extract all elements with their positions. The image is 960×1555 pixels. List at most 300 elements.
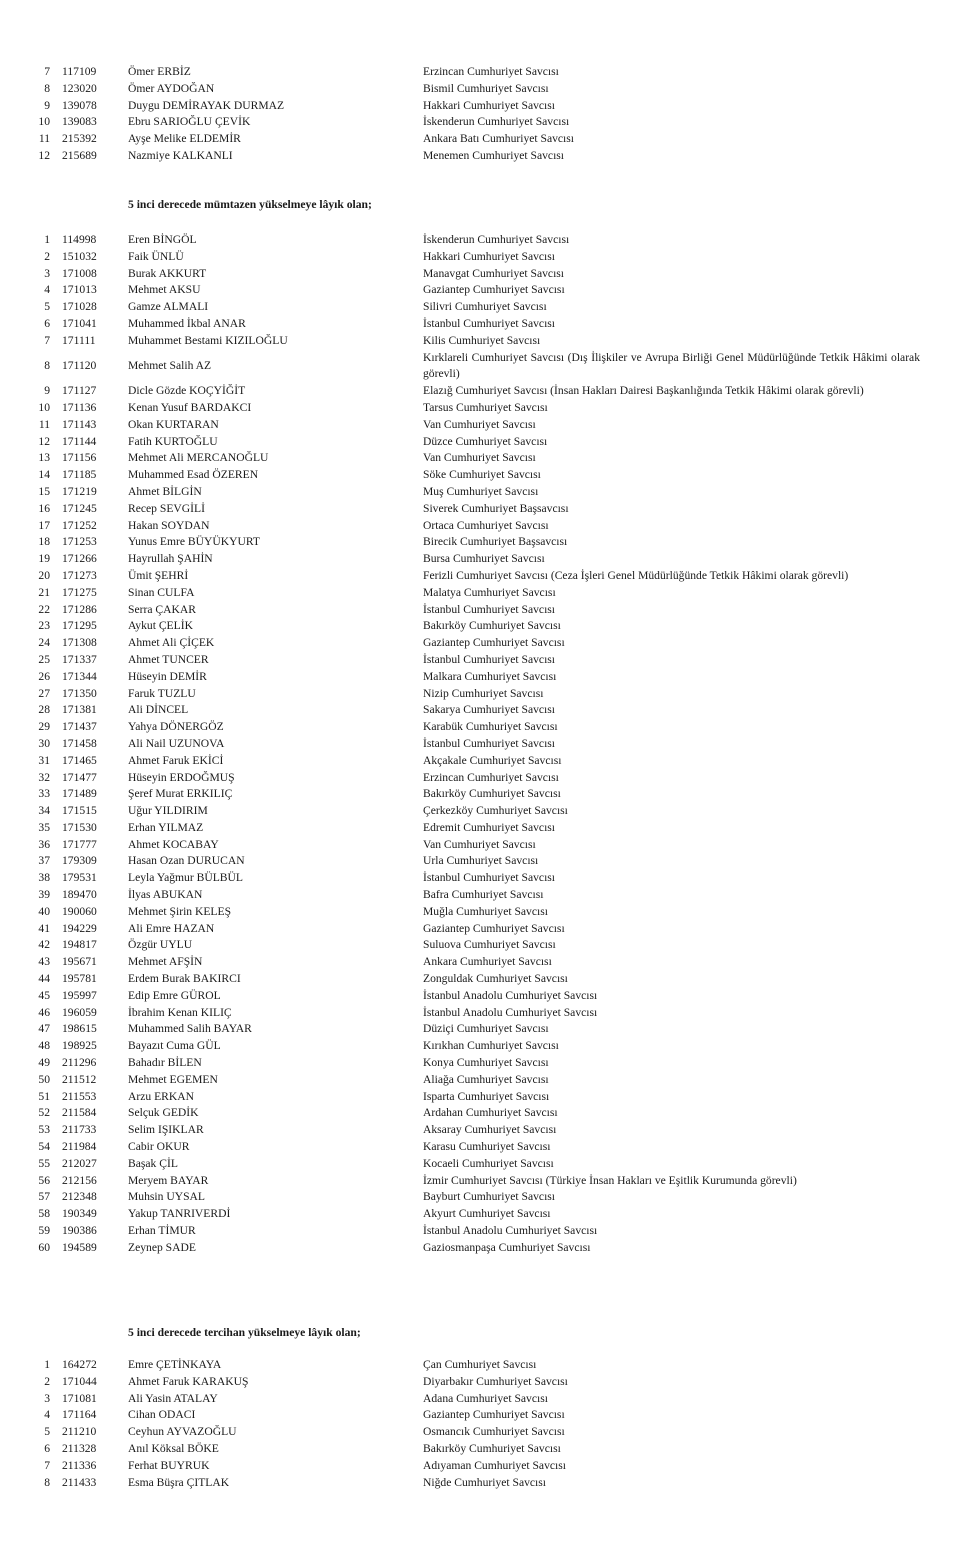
person-name: Arzu ERKAN <box>128 1089 195 1103</box>
registry-number: 171028 <box>62 300 97 314</box>
person-name: Hüseyin DEMİR <box>128 669 207 683</box>
table-row <box>0 585 960 602</box>
office-title: Malatya Cumhuriyet Savcısı <box>423 585 556 599</box>
table-row <box>0 64 960 81</box>
table-row <box>0 887 960 904</box>
table-row <box>0 249 960 266</box>
registry-number: 194589 <box>62 1240 97 1254</box>
office-title: Ankara Batı Cumhuriyet Savcısı <box>423 132 575 146</box>
person-name: Mehmet Salih AZ <box>128 358 212 372</box>
table-row <box>0 1441 960 1458</box>
person-name: Ümit ŞEHRİ <box>128 568 189 582</box>
registry-number: 139083 <box>62 115 97 129</box>
office-title: Karasu Cumhuriyet Savcısı <box>423 1140 551 1154</box>
office-title: Niğde Cumhuriyet Savcısı <box>423 1475 547 1489</box>
office-title: Gaziantep Cumhuriyet Savcısı <box>423 1408 565 1422</box>
person-name: Ahmet Faruk KARAKUŞ <box>128 1374 249 1388</box>
registry-number: 171143 <box>62 417 97 431</box>
table-row <box>0 114 960 131</box>
row-number: 7 <box>44 1458 50 1472</box>
person-name: Esma Büşra ÇITLAK <box>128 1475 230 1489</box>
registry-number: 211336 <box>62 1458 97 1472</box>
registry-number: 195671 <box>62 955 97 969</box>
table-row <box>0 1173 960 1190</box>
registry-number: 212027 <box>62 1156 97 1170</box>
registry-number: 215392 <box>62 132 97 146</box>
row-number: 15 <box>38 484 50 498</box>
table-row <box>0 702 960 719</box>
person-name: Burak AKKURT <box>128 266 207 280</box>
registry-number: 211584 <box>62 1106 97 1120</box>
row-number: 52 <box>38 1106 50 1120</box>
office-title: İstanbul Cumhuriyet Savcısı <box>423 316 556 330</box>
row-number: 49 <box>38 1056 50 1070</box>
person-name: Ahmet Faruk EKİCİ <box>128 753 224 767</box>
office-title: Zonguldak Cumhuriyet Savcısı <box>423 972 568 986</box>
row-number: 38 <box>38 871 50 885</box>
row-number: 57 <box>38 1190 50 1204</box>
registry-number: 171286 <box>62 602 97 616</box>
table-row <box>0 518 960 535</box>
office-title: Manavgat Cumhuriyet Savcısı <box>423 266 565 280</box>
registry-number: 164272 <box>62 1358 97 1371</box>
office-title: Suluova Cumhuriyet Savcısı <box>423 938 556 952</box>
office-title: Muğla Cumhuriyet Savcısı <box>423 904 548 918</box>
row-number: 19 <box>38 552 50 566</box>
table-row <box>0 719 960 736</box>
person-name: Duygu DEMİRAYAK DURMAZ <box>128 98 285 112</box>
table-row <box>0 669 960 686</box>
registry-number: 171185 <box>62 468 97 482</box>
row-number: 9 <box>44 384 50 398</box>
row-number: 60 <box>38 1240 50 1254</box>
row-number: 54 <box>38 1140 50 1154</box>
person-name: İbrahim Kenan KILIÇ <box>128 1005 232 1019</box>
row-number: 2 <box>44 1374 50 1388</box>
row-number: 24 <box>38 636 50 650</box>
person-name: Hayrullah ŞAHİN <box>128 552 213 566</box>
table-row <box>0 1021 960 1038</box>
person-name: Eren BİNGÖL <box>128 233 197 246</box>
office-title: Urla Cumhuriyet Savcısı <box>423 854 539 868</box>
office-title: Karabük Cumhuriyet Savcısı <box>423 720 558 734</box>
office-title: İstanbul Cumhuriyet Savcısı <box>423 602 556 616</box>
registry-number: 211433 <box>62 1475 97 1489</box>
table-row <box>0 316 960 333</box>
heading-tercihan: 5 inci derecede tercihan yükselmeye lâyık olan; <box>128 1326 361 1339</box>
person-name: Gamze ALMALI <box>128 300 209 314</box>
person-name: Emre ÇETİNKAYA <box>128 1358 222 1371</box>
person-name: Ferhat BUYRUK <box>128 1458 210 1472</box>
office-title: Nizip Cumhuriyet Savcısı <box>423 686 544 700</box>
person-name: Ahmet Ali ÇİÇEK <box>128 636 215 650</box>
office-title: Konya Cumhuriyet Savcısı <box>423 1056 549 1070</box>
table-row <box>0 232 960 249</box>
registry-number: 171477 <box>62 770 97 784</box>
row-number: 16 <box>38 501 50 515</box>
row-number: 31 <box>38 753 50 767</box>
registry-number: 171111 <box>62 333 96 347</box>
office-title: Bakırköy Cumhuriyet Savcısı <box>423 1441 561 1455</box>
person-name: İlyas ABUKAN <box>128 888 203 902</box>
table-row <box>0 333 960 350</box>
table-row <box>0 971 960 988</box>
person-name: Uğur YILDIRIM <box>128 804 208 818</box>
row-number: 4 <box>44 1408 50 1422</box>
table-row <box>0 1156 960 1173</box>
person-name: Mehmet Şirin KELEŞ <box>128 904 232 918</box>
table-row <box>0 853 960 870</box>
table-row <box>0 551 960 568</box>
table-row <box>0 1357 960 1374</box>
table-row <box>0 383 960 400</box>
registry-number: 195997 <box>62 988 97 1002</box>
row-number: 56 <box>38 1173 50 1187</box>
table-row <box>0 1458 960 1475</box>
person-name: Mehmet AFŞİN <box>128 955 203 969</box>
row-number: 47 <box>38 1022 50 1036</box>
table-row <box>0 266 960 283</box>
person-name: Muhsin UYSAL <box>128 1190 205 1204</box>
table-row <box>0 131 960 148</box>
table-row <box>0 282 960 299</box>
registry-number: 189470 <box>62 888 97 902</box>
registry-number: 171013 <box>62 283 97 297</box>
registry-number: 171275 <box>62 585 97 599</box>
table-row <box>0 635 960 652</box>
office-title: Gaziosmanpaşa Cumhuriyet Savcısı <box>423 1240 591 1254</box>
office-title: Gaziantep Cumhuriyet Savcısı <box>423 921 565 935</box>
person-name: Ali Emre HAZAN <box>128 921 215 935</box>
table-row <box>0 1139 960 1156</box>
office-title: Bismil Cumhuriyet Savcısı <box>423 81 549 95</box>
office-title: İstanbul Anadolu Cumhuriyet Savcısı <box>423 1224 598 1238</box>
person-name: Hasan Ozan DURUCAN <box>128 854 245 868</box>
registry-number: 117109 <box>62 65 97 78</box>
person-name: Zeynep SADE <box>128 1240 196 1254</box>
person-name: Ali DİNCEL <box>128 703 189 717</box>
row-number: 22 <box>38 602 50 616</box>
registry-number: 171008 <box>62 266 97 280</box>
registry-number: 171245 <box>62 501 97 515</box>
row-number: 8 <box>44 81 50 95</box>
row-number: 33 <box>38 787 50 801</box>
registry-number: 171344 <box>62 669 97 683</box>
registry-number: 171156 <box>62 451 97 465</box>
registry-number: 171252 <box>62 518 97 532</box>
table-row <box>0 753 960 770</box>
registry-number: 171266 <box>62 552 97 566</box>
row-number: 45 <box>38 988 50 1002</box>
person-name: Mehmet Ali MERCANOĞLU <box>128 451 269 465</box>
registry-number: 190060 <box>62 904 97 918</box>
person-name: Ahmet KOCABAY <box>128 837 219 851</box>
office-title: Hakkari Cumhuriyet Savcısı <box>423 98 556 112</box>
registry-number: 171273 <box>62 568 97 582</box>
person-name: Bahadır BİLEN <box>128 1056 202 1070</box>
registry-number: 171219 <box>62 484 97 498</box>
row-number: 6 <box>44 1441 50 1455</box>
person-name: Özgür UYLU <box>128 938 193 952</box>
person-name: Kenan Yusuf BARDAKCI <box>128 400 252 414</box>
table-row <box>0 501 960 518</box>
table-row <box>0 148 960 165</box>
person-name: Muhammed Salih BAYAR <box>128 1022 252 1036</box>
office-title: Erzincan Cumhuriyet Savcısı <box>423 65 559 78</box>
office-title: Muş Cumhuriyet Savcısı <box>423 484 539 498</box>
office-title: İskenderun Cumhuriyet Savcısı <box>423 233 570 246</box>
row-number: 34 <box>38 804 50 818</box>
list-tercihan <box>0 1357 960 1491</box>
registry-number: 171164 <box>62 1408 97 1422</box>
list-mumtazen <box>0 232 960 1257</box>
row-number: 39 <box>38 888 50 902</box>
person-name: Yunus Emre BÜYÜKYURT <box>128 535 260 549</box>
table-row <box>0 1407 960 1424</box>
list-continued <box>0 64 960 165</box>
office-title: Menemen Cumhuriyet Savcısı <box>423 148 565 162</box>
office-title: Ortaca Cumhuriyet Savcısı <box>423 518 549 532</box>
registry-number: 196059 <box>62 1005 97 1019</box>
row-number: 13 <box>38 451 50 465</box>
registry-number: 171136 <box>62 400 97 414</box>
registry-number: 194817 <box>62 938 97 952</box>
row-number: 8 <box>44 1475 50 1489</box>
person-name: Yahya DÖNERGÖZ <box>128 720 224 734</box>
person-name: Hakan SOYDAN <box>128 518 210 532</box>
person-name: Ahmet TUNCER <box>128 652 209 666</box>
office-title: Aksaray Cumhuriyet Savcısı <box>423 1123 557 1137</box>
office-title: Siverek Cumhuriyet Başsavcısı <box>423 501 569 515</box>
registry-number: 171515 <box>62 804 97 818</box>
office-title: Gaziantep Cumhuriyet Savcısı <box>423 283 565 297</box>
office-title: Erzincan Cumhuriyet Savcısı <box>423 770 559 784</box>
person-name: Ceyhun AYVAZOĞLU <box>128 1425 237 1439</box>
office-title: Düzce Cumhuriyet Savcısı <box>423 434 548 448</box>
person-name: Erdem Burak BAKIRCI <box>128 972 241 986</box>
person-name: Faruk TUZLU <box>128 686 196 700</box>
table-row <box>0 534 960 551</box>
office-title: Adıyaman Cumhuriyet Savcısı <box>423 1458 566 1472</box>
table-row <box>0 1391 960 1408</box>
office-title: Akçakale Cumhuriyet Savcısı <box>423 753 562 767</box>
office-title: Tarsus Cumhuriyet Savcısı <box>423 400 548 414</box>
row-number: 17 <box>38 518 50 532</box>
registry-number: 171044 <box>62 1374 97 1388</box>
office-title: Bayburt Cumhuriyet Savcısı <box>423 1190 556 1204</box>
office-title: Ardahan Cumhuriyet Savcısı <box>423 1106 558 1120</box>
table-row <box>0 904 960 921</box>
office-title: İstanbul Anadolu Cumhuriyet Savcısı <box>423 988 598 1002</box>
row-number: 32 <box>38 770 50 784</box>
registry-number: 171530 <box>62 820 97 834</box>
office-title: Malkara Cumhuriyet Savcısı <box>423 669 557 683</box>
office-title: İskenderun Cumhuriyet Savcısı <box>423 115 570 129</box>
office-title: Akyurt Cumhuriyet Savcısı <box>423 1207 551 1221</box>
person-name: Mehmet AKSU <box>128 283 201 297</box>
table-row <box>0 1374 960 1391</box>
person-name: Ebru SARIOĞLU ÇEVİK <box>128 115 251 129</box>
table-row <box>0 820 960 837</box>
table-row <box>0 400 960 417</box>
person-name: Leyla Yağmur BÜLBÜL <box>128 871 243 885</box>
office-title: Söke Cumhuriyet Savcısı <box>423 468 541 482</box>
table-row <box>0 568 960 585</box>
office-title: Silivri Cumhuriyet Savcısı <box>423 300 547 314</box>
row-number: 50 <box>38 1072 50 1086</box>
row-number: 42 <box>38 938 50 952</box>
office-title: Ferizli Cumhuriyet Savcısı (Ceza İşleri Genel Müdürlüğünde Tetkik Hâkimi olarak görevli) <box>423 568 849 582</box>
office-title: Sakarya Cumhuriyet Savcısı <box>423 703 556 717</box>
office-title: İzmir Cumhuriyet Savcısı (Türkiye İnsan Hakları ve Eşitlik Kurumunda görevli) <box>423 1173 797 1187</box>
office-title: Osmancık Cumhuriyet Savcısı <box>423 1425 565 1439</box>
row-number: 51 <box>38 1089 50 1103</box>
office-title: İstanbul Cumhuriyet Savcısı <box>423 652 556 666</box>
registry-number: 123020 <box>62 81 97 95</box>
person-name: Nazmiye KALKANLI <box>128 148 233 162</box>
row-number: 36 <box>38 837 50 851</box>
table-row <box>0 1038 960 1055</box>
table-row <box>0 870 960 887</box>
row-number: 7 <box>44 333 50 347</box>
row-number: 5 <box>44 300 50 314</box>
registry-number: 190386 <box>62 1224 97 1238</box>
office-title: Çerkezköy Cumhuriyet Savcısı <box>423 804 568 818</box>
office-title: Bakırköy Cumhuriyet Savcısı <box>423 619 561 633</box>
row-number: 43 <box>38 955 50 969</box>
table-row <box>0 937 960 954</box>
person-name: Selçuk GEDİK <box>128 1106 199 1120</box>
row-number: 59 <box>38 1224 50 1238</box>
table-row <box>0 652 960 669</box>
person-name: Hüseyin ERDOĞMUŞ <box>128 770 235 784</box>
registry-number: 194229 <box>62 921 97 935</box>
registry-number: 215689 <box>62 148 97 162</box>
office-title: Edremit Cumhuriyet Savcısı <box>423 820 556 834</box>
row-number: 14 <box>38 468 50 482</box>
table-row <box>0 1206 960 1223</box>
registry-number: 211553 <box>62 1089 97 1103</box>
table-row <box>0 618 960 635</box>
person-name: Muhammet Bestami KIZILOĞLU <box>128 333 288 347</box>
person-name: Anıl Köksal BÖKE <box>128 1441 219 1455</box>
office-title: Gaziantep Cumhuriyet Savcısı <box>423 636 565 650</box>
row-number: 29 <box>38 720 50 734</box>
table-row <box>0 350 960 384</box>
office-title: Bakırköy Cumhuriyet Savcısı <box>423 787 561 801</box>
person-name: Aykut ÇELİK <box>128 619 193 633</box>
table-row <box>0 81 960 98</box>
row-number: 48 <box>38 1039 50 1053</box>
person-name: Ömer AYDOĞAN <box>128 81 215 95</box>
registry-number: 211512 <box>62 1072 97 1086</box>
row-number: 23 <box>38 619 50 633</box>
heading-mumtazen: 5 inci derecede mümtazen yükselmeye lâyık olan; <box>128 198 372 211</box>
table-row <box>0 1240 960 1257</box>
row-number: 8 <box>44 358 50 372</box>
registry-number: 212156 <box>62 1173 97 1187</box>
registry-number: 171381 <box>62 703 97 717</box>
office-title: Ankara Cumhuriyet Savcısı <box>423 955 552 969</box>
registry-number: 211984 <box>62 1140 97 1154</box>
table-row <box>0 484 960 501</box>
office-title: Adana Cumhuriyet Savcısı <box>423 1391 548 1405</box>
office-title: Diyarbakır Cumhuriyet Savcısı <box>423 1374 568 1388</box>
registry-number: 171295 <box>62 619 97 633</box>
person-name: Erhan TİMUR <box>128 1224 196 1238</box>
office-title: Hakkari Cumhuriyet Savcısı <box>423 249 556 263</box>
row-number: 7 <box>44 65 50 78</box>
person-name: Şeref Murat ERKILIÇ <box>128 787 233 801</box>
registry-number: 114998 <box>62 233 97 246</box>
person-name: Ayşe Melike ELDEMİR <box>128 132 241 146</box>
registry-number: 171081 <box>62 1391 97 1405</box>
person-name: Cihan ODACI <box>128 1408 196 1422</box>
row-number: 37 <box>38 854 50 868</box>
row-number: 12 <box>38 148 50 162</box>
registry-number: 151032 <box>62 249 97 263</box>
row-number: 41 <box>38 921 50 935</box>
table-row <box>0 770 960 787</box>
person-name: Cabir OKUR <box>128 1140 190 1154</box>
registry-number: 179309 <box>62 854 97 868</box>
registry-number: 171777 <box>62 837 97 851</box>
row-number: 2 <box>44 249 50 263</box>
row-number: 20 <box>38 568 50 582</box>
registry-number: 212348 <box>62 1190 97 1204</box>
row-number: 9 <box>44 98 50 112</box>
person-name: Fatih KURTOĞLU <box>128 434 218 448</box>
table-row <box>0 837 960 854</box>
table-row <box>0 1089 960 1106</box>
table-row <box>0 921 960 938</box>
registry-number: 171308 <box>62 636 97 650</box>
registry-number: 139078 <box>62 98 97 112</box>
row-number: 21 <box>38 585 50 599</box>
row-number: 18 <box>38 535 50 549</box>
office-title: Bursa Cumhuriyet Savcısı <box>423 552 545 566</box>
person-name: Başak ÇİL <box>128 1156 178 1170</box>
office-title: İstanbul Cumhuriyet Savcısı <box>423 871 556 885</box>
registry-number: 171337 <box>62 652 97 666</box>
table-row <box>0 299 960 316</box>
office-title: Bafra Cumhuriyet Savcısı <box>423 888 544 902</box>
row-number: 53 <box>38 1123 50 1137</box>
registry-number: 211733 <box>62 1123 97 1137</box>
office-title: Van Cumhuriyet Savcısı <box>423 417 536 431</box>
person-name: Okan KURTARAN <box>128 417 219 431</box>
row-number: 3 <box>44 266 50 280</box>
table-row <box>0 450 960 467</box>
table-row <box>0 467 960 484</box>
registry-number: 171041 <box>62 316 97 330</box>
office-title: Elazığ Cumhuriyet Savcısı (İnsan Hakları Dairesi Başkanlığında Tetkik Hâkimi olarak görevli) <box>423 384 864 398</box>
row-number: 27 <box>38 686 50 700</box>
office-title: Düziçi Cumhuriyet Savcısı <box>423 1022 549 1036</box>
table-row <box>0 1005 960 1022</box>
table-row <box>0 1055 960 1072</box>
registry-number: 198925 <box>62 1039 97 1053</box>
registry-number: 179531 <box>62 871 97 885</box>
table-row <box>0 954 960 971</box>
office-title: Isparta Cumhuriyet Savcısı <box>423 1089 550 1103</box>
row-number: 1 <box>44 233 50 246</box>
person-name: Recep SEVGİLİ <box>128 501 205 515</box>
row-number: 5 <box>44 1425 50 1439</box>
registry-number: 198615 <box>62 1022 97 1036</box>
table-row <box>0 1223 960 1240</box>
table-row <box>0 98 960 115</box>
